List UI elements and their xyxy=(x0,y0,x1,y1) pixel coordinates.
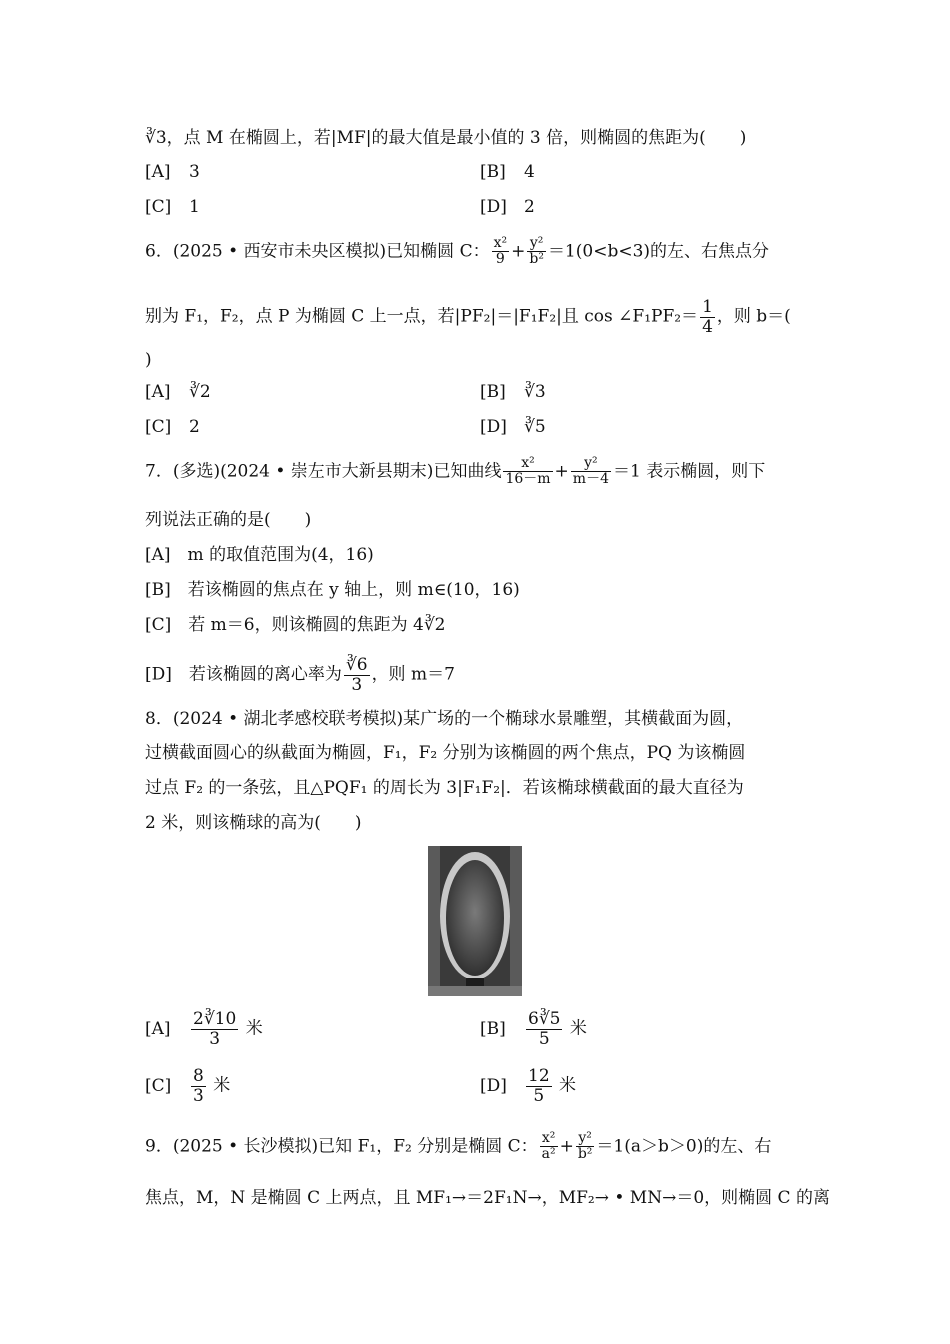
q6-option-b: [B] ∛3 xyxy=(480,382,546,402)
q6-line3: ) xyxy=(145,350,152,370)
q8-option-a: [A] $\frac{2∛10}{3}$ 米 xyxy=(145,1009,263,1049)
q9-line1: 9．(2025 • 长沙模拟)已知 F₁，F₂ 分别是椭圆 C： $\frac{\text{x²}}{\text{a²}}$ + $\frac{\text{y²}}{\text{b²}}$ ＝1(a＞b＞0)的左、右 xyxy=(145,1130,772,1163)
q7-optd-fraction: $\frac{∛6}{3}$ xyxy=(345,655,368,695)
q8-option-b: [B] $\frac{6∛5}{5}$ 米 xyxy=(480,1009,587,1049)
q6-fraction-y: $\frac{\text{y²}}{\text{b²}}$ xyxy=(529,235,544,268)
q8-line2: 过横截面圆心的纵截面为椭圆，F₁，F₂ 分别为该椭圆的两个焦点，PQ 为该椭圆 xyxy=(145,743,746,763)
q6-option-a: [A] ∛2 xyxy=(145,382,211,402)
q8-line1: 8．(2024 • 湖北孝感校联考模拟)某广场的一个椭球水景雕塑，其横截面为圆， xyxy=(145,709,744,729)
q5-option-c: [C] 1 xyxy=(145,197,200,217)
q7-option-c: [C] 若 m＝6，则该椭圆的焦距为 4∛2 xyxy=(145,615,446,635)
q6-fraction-x: $\frac{\text{x²}}{9}$ xyxy=(493,235,508,268)
q9-fraction-y: $\frac{\text{y²}}{\text{b²}}$ xyxy=(577,1130,593,1163)
q7-option-b: [B] 若该椭圆的焦点在 y 轴上，则 m∈(10，16) xyxy=(145,580,520,600)
q6-fraction-cos: $\frac{1}{4}$ xyxy=(702,297,713,337)
ellipsoid-sculpture-photo xyxy=(428,846,522,996)
q8-line3: 过点 F₂ 的一条弦，且△PQF₁ 的周长为 3|F₁F₂|．若该椭球横截面的最大直径为 xyxy=(145,778,744,798)
q8-option-d: [D] $\frac{12}{5}$ 米 xyxy=(480,1066,577,1106)
q6-option-c: [C] 2 xyxy=(145,417,200,437)
q9-line2: 焦点，M，N 是椭圆 C 上两点，且 MF₁→＝2F₁N→，MF₂→ • MN→＝0，则椭圆 C 的离 xyxy=(145,1188,830,1208)
q5-option-d: [D] 2 xyxy=(480,197,535,217)
q7-fraction-y: $\frac{\text{y²}}{m-4}$ xyxy=(572,455,609,488)
q6-option-d: [D] ∛5 xyxy=(480,417,546,437)
q8-option-c: [C] $\frac{8}{3}$ 米 xyxy=(145,1066,231,1106)
q5-option-b: [B] 4 xyxy=(480,162,535,182)
q7-fraction-x: $\frac{\text{x²}}{16-m}$ xyxy=(505,455,551,488)
q8-line4: 2 米，则该椭球的高为( ) xyxy=(145,813,362,833)
q5-option-a: [A] 3 xyxy=(145,162,200,182)
q7-option-a: [A] m 的取值范围为(4，16) xyxy=(145,545,374,565)
q7-line2: 列说法正确的是( ) xyxy=(145,510,312,530)
q9-fraction-x: $\frac{\text{x²}}{\text{a²}}$ xyxy=(541,1130,556,1163)
q7-option-d: [D] 若该椭圆的离心率为 $\frac{∛6}{3}$ ，则 m＝7 xyxy=(145,655,455,695)
q7-line1: 7．(多选)(2024 • 崇左市大新县期末)已知曲线 $\frac{\text{x²}}{16-m}$ + $\frac{\text{y²}}{m-4}$ ＝1 表示椭圆，则下 xyxy=(145,455,766,488)
q5-line1: ∛3，点 M 在椭圆上，若|MF|的最大值是最小值的 3 倍，则椭圆的焦距为( ) xyxy=(145,128,747,148)
q6-line2: 别为 F₁，F₂，点 P 为椭圆 C 上一点，若|PF₂|＝|F₁F₂|且 cos ∠F₁PF₂＝ $\frac{1}{4}$ ，则 b＝( xyxy=(145,297,791,337)
q6-line1: 6．(2025 • 西安市未央区模拟)已知椭圆 C： $\frac{\text{x²}}{9}$ + $\frac{\text{y²}}{\text{b²}}$ ＝1(0<b<3)的左、右焦点分 xyxy=(145,235,770,268)
